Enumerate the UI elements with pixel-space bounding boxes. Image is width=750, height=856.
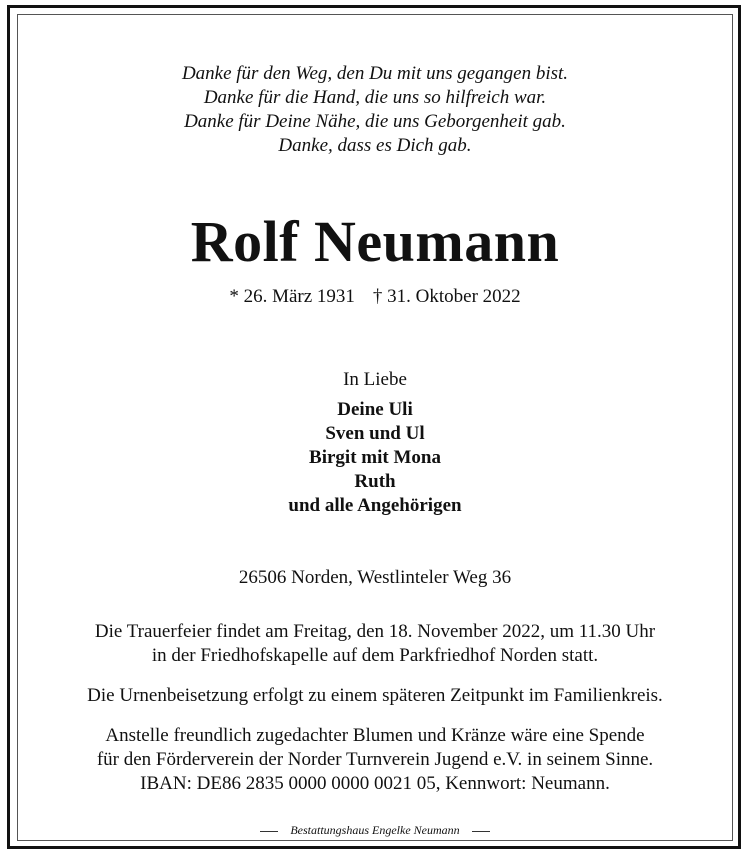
footer <box>0 822 750 838</box>
poem-line: Danke für den Weg, den Du mit uns gegangen bist. <box>181 63 569 84</box>
donation-line: für den Förderverein der Norder Turnverein Jugend e.V. in seinem Sinne. <box>96 749 654 770</box>
poem-line: Danke für Deine Nähe, die uns Geborgenheit gab. <box>184 111 566 132</box>
mourners-intro: In Liebe <box>343 369 407 390</box>
birth-date: * 26. März 1931 <box>229 286 355 307</box>
poem-line: Danke für die Hand, die uns so hilfreich war. <box>203 87 547 108</box>
mourner-name: Birgit mit Mona <box>309 447 441 468</box>
urn-notice: Die Urnenbeisetzung erfolgt zu einem späteren Zeitpunkt im Familienkreis. <box>87 685 663 706</box>
life-dates <box>0 285 750 309</box>
footer-rule-right <box>472 831 490 832</box>
mourner-name: Ruth <box>354 471 396 492</box>
death-date: † 31. Oktober 2022 <box>372 286 521 307</box>
mourner-name: Deine Uli <box>337 399 413 420</box>
address: 26506 Norden, Westlinteler Weg 36 <box>238 567 512 588</box>
footer-rule-left <box>260 831 278 832</box>
funeral-line: in der Friedhofskapelle auf dem Parkfriedhof Norden statt. <box>151 645 599 666</box>
funeral-line: Die Trauerfeier findet am Freitag, den 18. November 2022, um 11.30 Uhr <box>94 621 656 642</box>
mourner-name: Sven und Ul <box>325 423 425 444</box>
donation-line: IBAN: DE86 2835 0000 0000 0021 05, Kennwort: Neumann. <box>140 773 610 794</box>
deceased-name: Rolf Neumann <box>190 209 560 274</box>
mourner-name: und alle Angehörigen <box>288 495 462 516</box>
donation-line: Anstelle freundlich zugedachter Blumen und Kränze wäre eine Spende <box>105 725 645 746</box>
funeral-home-name: Bestattungshaus Engelke Neumann <box>290 823 460 837</box>
poem-line: Danke, dass es Dich gab. <box>278 135 472 156</box>
